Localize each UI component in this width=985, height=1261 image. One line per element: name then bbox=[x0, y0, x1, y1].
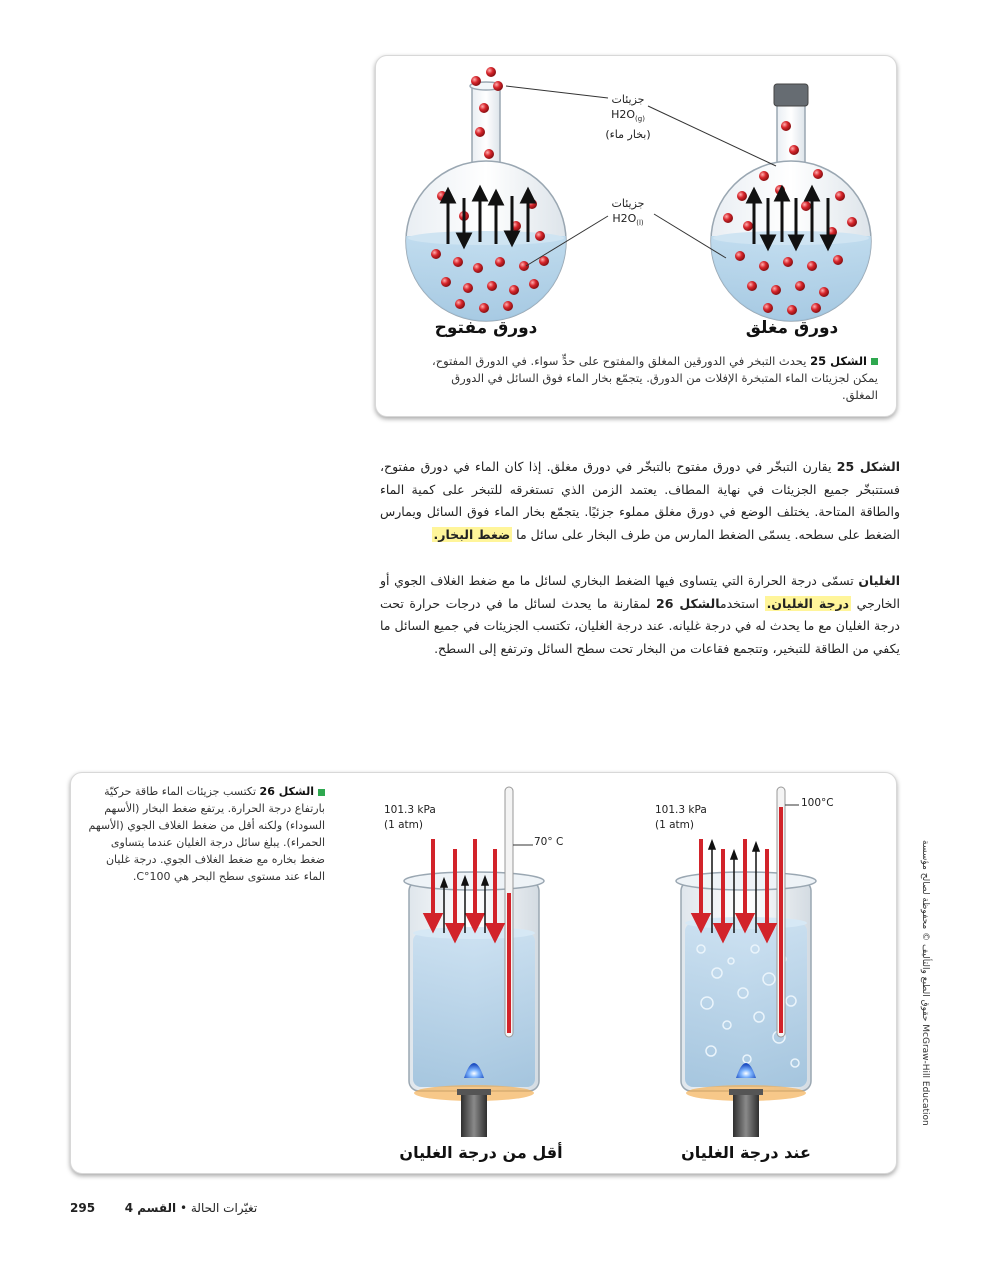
paragraph-2-lead: الغليان bbox=[858, 573, 900, 588]
vapor-molecules-label bbox=[602, 92, 654, 142]
beakers-illustration bbox=[371, 773, 871, 1173]
copyright-credit: حقوق الطبع والتأليف © محفوظة لصالح مؤسسة McGraw-Hill Education bbox=[920, 840, 930, 1126]
left-pressure-label bbox=[384, 803, 436, 833]
paragraph-1-text: يقارن التبخّر في دورق مفتوح بالتبخّر في دورق مغلق. إذا كان الماء في دورق مفتوح، فستتبخّر جميع الجزيئات في نهاية المطاف. يعتمد الزمن الذي تستغرقه للتبخر على كمية الماء والطاقة المتاحة. يختلف الوضع في دورق مغلق مملوء جزئيًا. يتجمّع بخار الماء فوق السائل ويمارس الضغط على سطحه. يسمّى الضغط المارس من طرف البخار على سائل ما bbox=[380, 459, 900, 542]
left-pressure-value: 101.3 kPa bbox=[384, 804, 436, 816]
beaker-at-boiling bbox=[676, 787, 816, 1137]
below-boiling-title: أقل من درجة الغليان bbox=[399, 1143, 563, 1162]
right-pressure-label bbox=[655, 803, 707, 833]
liquid-label-formula: H2O bbox=[612, 212, 637, 225]
beaker-below-boiling bbox=[404, 787, 544, 1137]
paragraph-2-text-a: تسمّى درجة الحرارة التي يتساوى فيها الضغط البخاري لسائل ما مع ضغط الغلاف الجوي أو الخارجي bbox=[380, 573, 901, 611]
figure-26-caption bbox=[85, 783, 325, 885]
vapor-label-state: (g) bbox=[635, 115, 645, 124]
term-boiling-point: درجة الغليان. bbox=[766, 595, 850, 611]
paragraph-2-text-b: استخدم bbox=[719, 595, 759, 611]
figure-26-caption-label: الشكل 26 bbox=[259, 785, 314, 798]
figure-25-card bbox=[375, 55, 897, 417]
liquid-molecules-label bbox=[602, 196, 654, 231]
figure-25-caption-text: يحدث التبخر في الدورقين المغلق والمفتوح على حدٍّ سواء. في الدورق المفتوح، يمكن لجزيئات الماء المتبخرة الإفلات من الدورق. يتجمّع بخار الماء فوق السائل في الدورق المغلق. bbox=[432, 354, 878, 402]
right-pressure-atm: (1 atm) bbox=[655, 819, 694, 831]
figure-25-caption bbox=[412, 353, 878, 404]
right-pressure-value: 101.3 kPa bbox=[655, 804, 707, 816]
vapor-label-formula: H2O bbox=[611, 108, 636, 121]
term-vapor-pressure: ضغط البخار. bbox=[433, 526, 511, 542]
at-boiling-title: عند درجة الغليان bbox=[681, 1143, 811, 1162]
paragraph-boiling bbox=[380, 570, 900, 660]
closed-flask bbox=[706, 84, 876, 326]
page-number: 295 bbox=[70, 1201, 96, 1215]
page-footer bbox=[70, 1201, 257, 1215]
footer-chapter: تغيّرات الحالة bbox=[190, 1201, 258, 1215]
liquid-label-state: (l) bbox=[636, 219, 644, 228]
figure-25-caption-label: الشكل 25 bbox=[810, 354, 867, 368]
footer-bullet: • bbox=[179, 1201, 188, 1215]
left-temperature-label: 70° C bbox=[534, 836, 564, 848]
paragraph-2-text-c: لمقارنة ما يحدث لسائل ما في درجات حرارة تحت درجة الغليان مع ما يحدث له في درجة غليانه. عند درجة الغليان، تكتسب الجزيئات في جميع السائل ما يكفي من الطاقة للتبخير، وتتجمع فقاعات من البخار تحت سطح السائل وترتفع إلى السطح. bbox=[380, 595, 900, 656]
paragraph-evaporation bbox=[380, 456, 900, 546]
caption-marker-icon bbox=[318, 789, 325, 796]
figure-26-caption-text: تكتسب جزيئات الماء طاقة حركيّة بارتفاع درجة الحرارة. يرتفع ضغط البخار (الأسهم السوداء) ولكنه أقل من ضغط الغلاف الجوي (الأسهم الحمراء). يبلغ سائل درجة الغليان عندما يتساوى ضغط بخاره مع ضغط الغلاف الجوي. درجة غليان الماء عند مستوى سطح البحر هي 100°C. bbox=[88, 785, 325, 883]
figure-26-card bbox=[70, 772, 897, 1174]
caption-marker-icon bbox=[871, 358, 878, 365]
vapor-label-word: جزيئات bbox=[611, 93, 645, 106]
open-flask-title: دورق مفتوح bbox=[434, 318, 538, 338]
paragraph-1-lead: الشكل 25 bbox=[836, 459, 900, 474]
liquid-label-word: جزيئات bbox=[611, 197, 645, 210]
closed-flask-title: دورق مغلق bbox=[745, 318, 839, 338]
right-temperature-label: 100°C bbox=[801, 797, 834, 809]
left-pressure-atm: (1 atm) bbox=[384, 819, 423, 831]
figure-26-reference: الشكل 26 bbox=[656, 595, 720, 611]
vapor-label-note: (بخار ماء) bbox=[605, 128, 651, 142]
open-flask bbox=[401, 82, 571, 326]
footer-section: القسم 4 bbox=[124, 1201, 177, 1215]
